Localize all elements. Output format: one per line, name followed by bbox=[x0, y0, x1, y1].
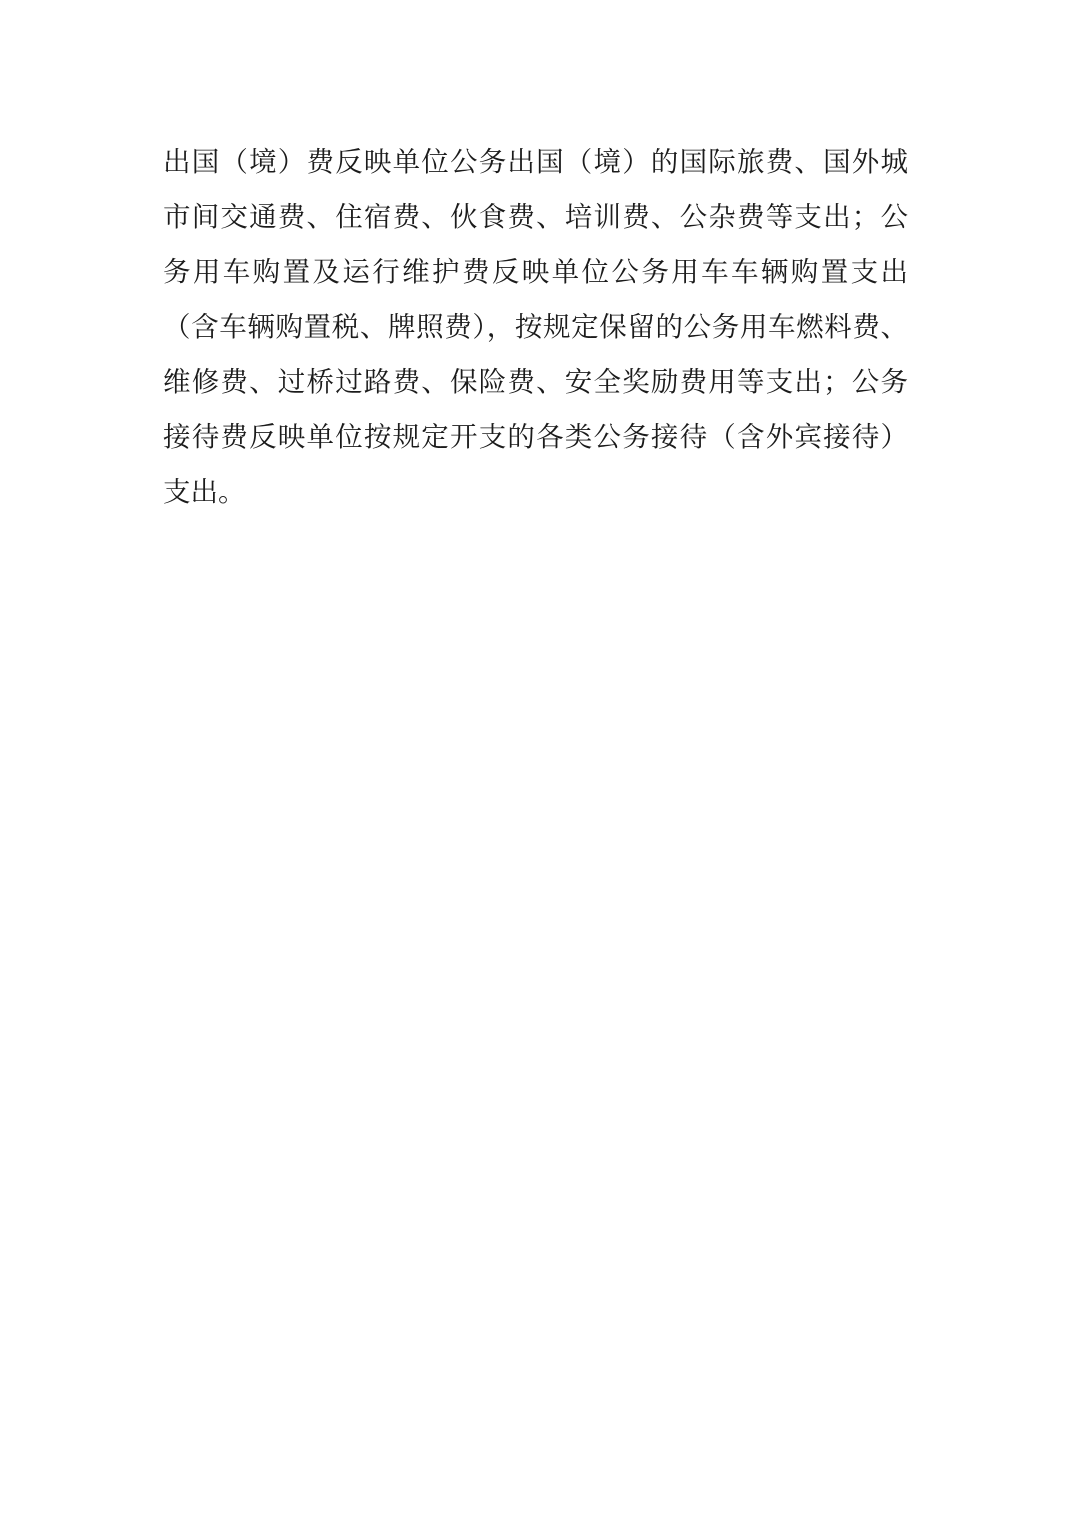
paragraph-line: 支出。 bbox=[163, 476, 246, 507]
paragraph-line: 市间交通费、住宿费、伙食费、培训费、公杂费等支出；公 bbox=[163, 201, 908, 232]
paragraph-line: 接待费反映单位按规定开支的各类公务接待（含外宾接待） bbox=[163, 421, 908, 452]
paragraph-line: 务用车购置及运行维护费反映单位公务用车车辆购置支出 bbox=[163, 256, 908, 287]
paragraph bbox=[163, 134, 908, 519]
paragraph-line: （含车辆购置税、牌照费），按规定保留的公务用车燃料费、 bbox=[163, 311, 908, 342]
paragraph-line: 维修费、过桥过路费、保险费、安全奖励费用等支出；公务 bbox=[163, 366, 908, 397]
paragraph-line: 出国（境）费反映单位公务出国（境）的国际旅费、国外城 bbox=[163, 146, 908, 177]
